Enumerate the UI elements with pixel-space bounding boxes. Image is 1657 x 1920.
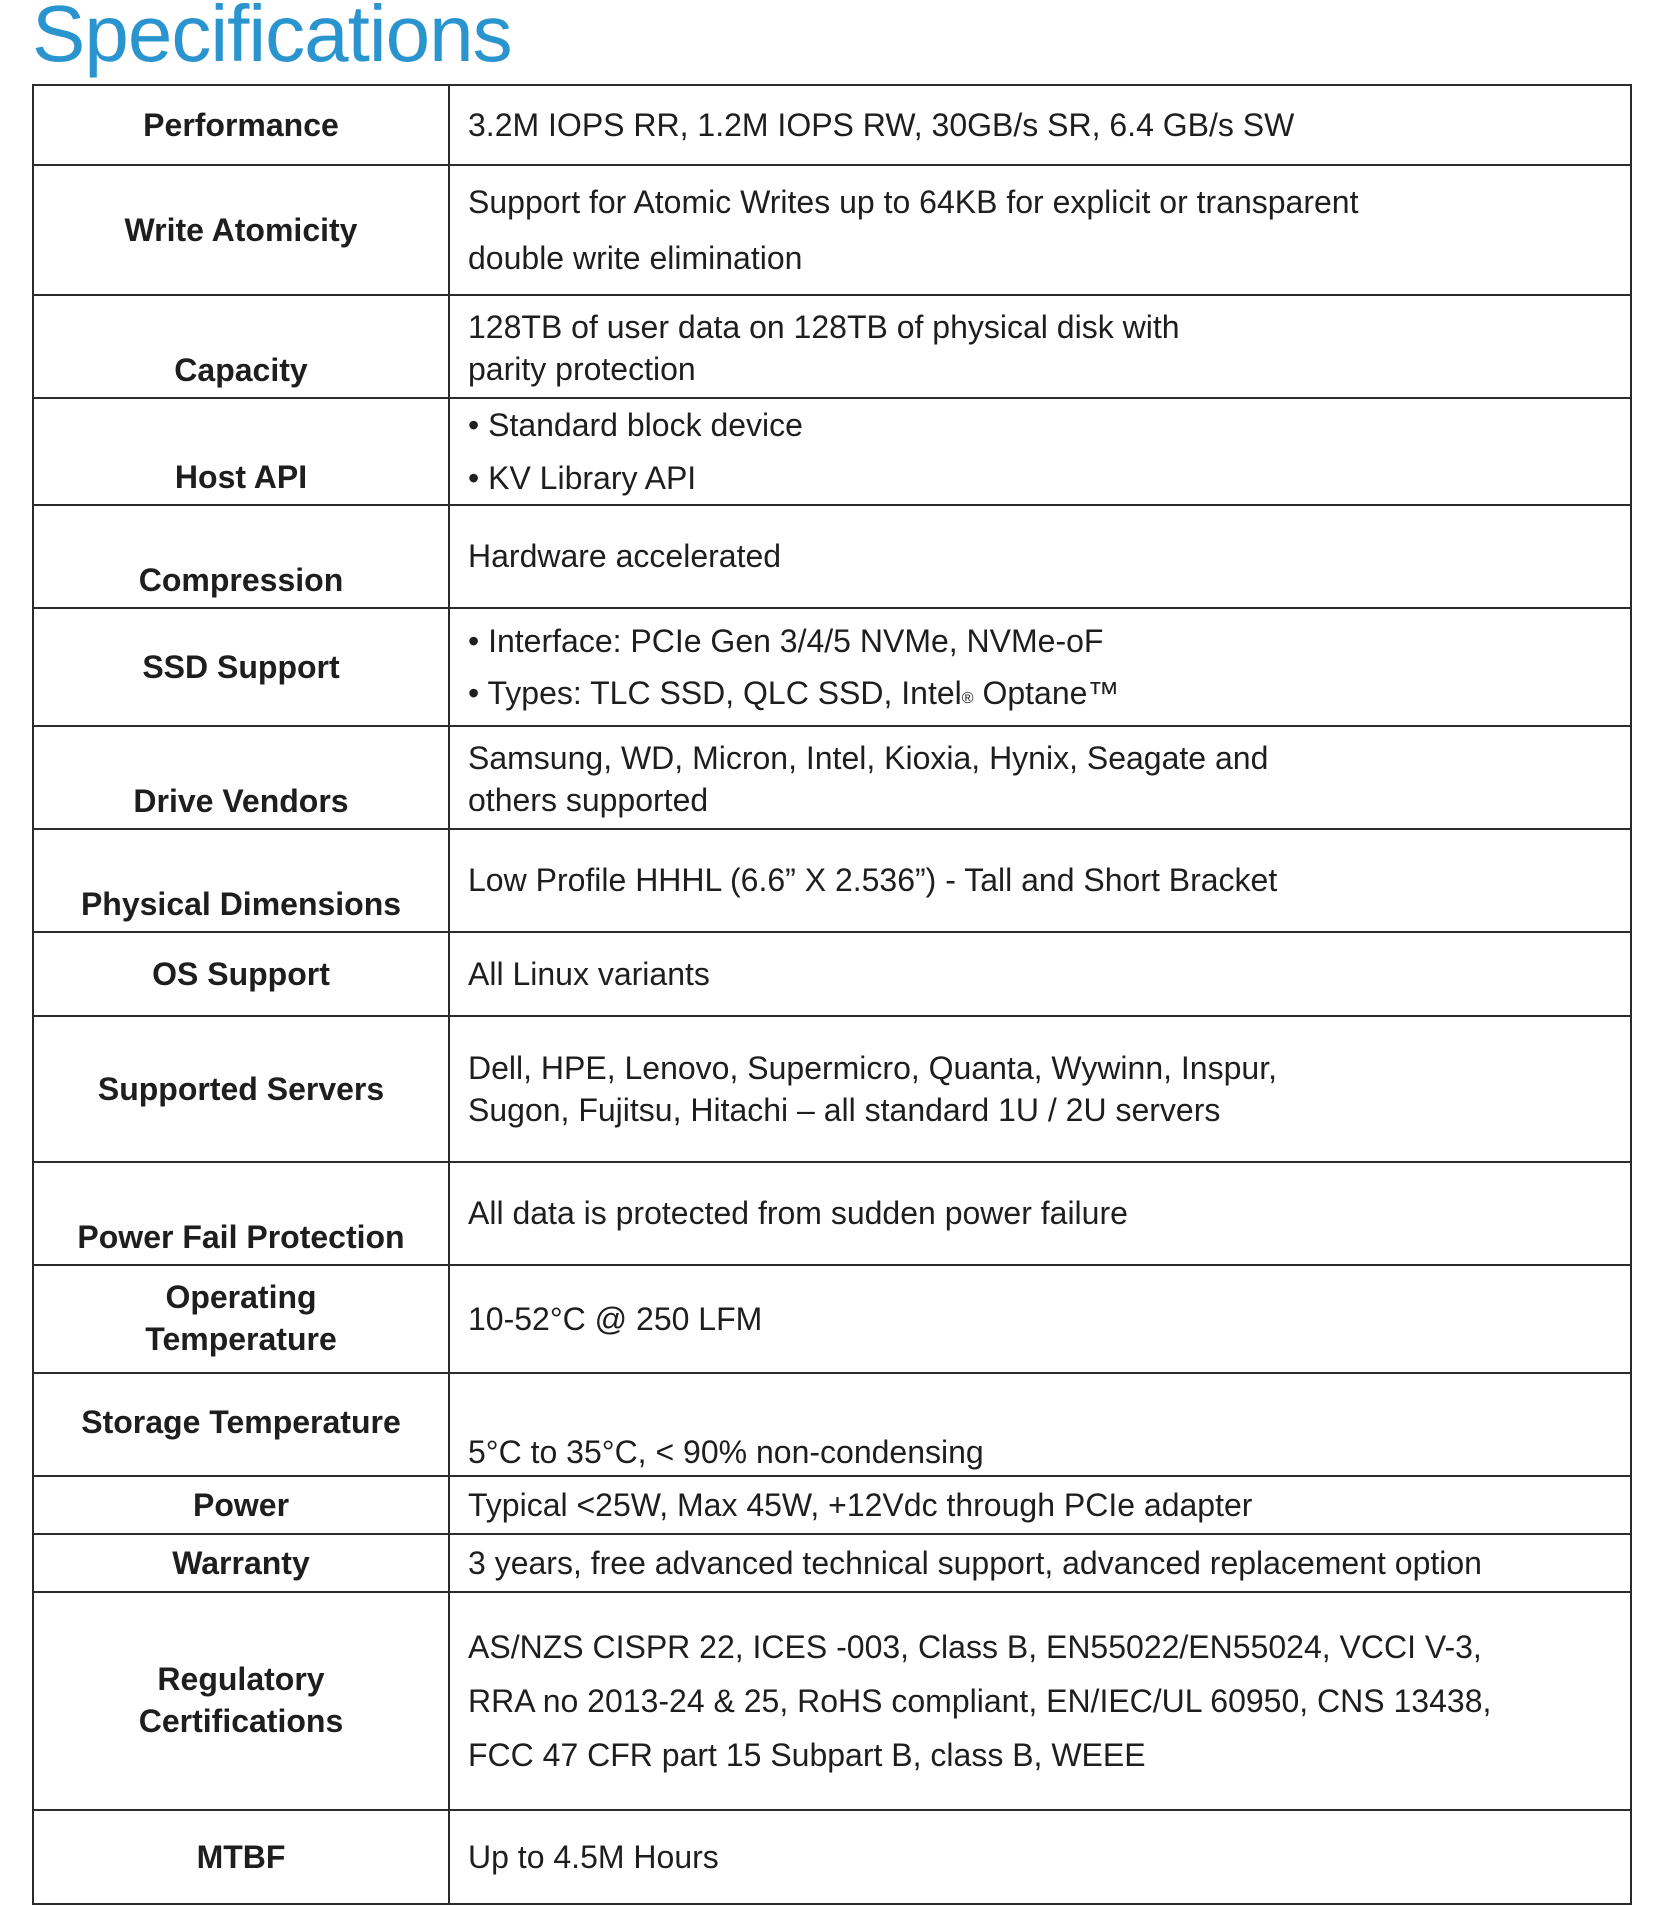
spec-value — [449, 165, 1631, 295]
spec-value — [449, 1373, 1631, 1476]
spec-value-line: RRA no 2013-24 & 25, RoHS compliant, EN/IEC/UL 60950, CNS 13438, — [468, 1682, 1492, 1719]
table-row — [33, 1016, 1631, 1162]
spec-value-line: • KV Library API — [468, 459, 697, 496]
table-row — [33, 1810, 1631, 1904]
table-row — [33, 829, 1631, 932]
spec-value-text: • Types: TLC SSD, QLC SSD, Intel — [468, 675, 962, 711]
table-row — [33, 1373, 1631, 1476]
registered-mark: ® — [961, 690, 974, 708]
spec-label: Power Fail Protection — [33, 1162, 449, 1265]
spec-label: MTBF — [33, 1810, 449, 1904]
spec-label: Power — [33, 1476, 449, 1534]
table-row — [33, 398, 1631, 505]
spec-value-line: parity protection — [468, 351, 696, 388]
spec-label: Drive Vendors — [33, 726, 449, 829]
spec-value — [449, 85, 1631, 165]
spec-label: Host API — [33, 398, 449, 505]
spec-label: Storage Temperature — [33, 1373, 449, 1476]
table-row — [33, 932, 1631, 1016]
spec-label: Capacity — [33, 295, 449, 398]
spec-value-line: AS/NZS CISPR 22, ICES -003, Class B, EN55022/EN55024, VCCI V-3, — [468, 1628, 1482, 1665]
spec-value-line: All data is protected from sudden power failure — [468, 1195, 1128, 1232]
spec-value-line: Up to 4.5M Hours — [468, 1838, 719, 1875]
spec-value — [449, 1016, 1631, 1162]
spec-value-line: Sugon, Fujitsu, Hitachi – all standard 1U / 2U servers — [468, 1092, 1221, 1128]
spec-value — [449, 829, 1631, 932]
spec-label: SSD Support — [33, 608, 449, 726]
spec-value-line: Support for Atomic Writes up to 64KB for explicit or transparent — [468, 183, 1359, 220]
table-row — [33, 1534, 1631, 1592]
spec-value-line: Typical <25W, Max 45W, +12Vdc through PCIe adapter — [468, 1486, 1253, 1523]
table-row — [33, 505, 1631, 608]
spec-value-line: others supported — [468, 782, 709, 819]
spec-label-line: Temperature — [145, 1321, 337, 1357]
spec-value — [449, 608, 1631, 726]
table-row — [33, 726, 1631, 829]
table-row — [33, 295, 1631, 398]
spec-value — [449, 1265, 1631, 1373]
page-title: Specifications — [32, 0, 512, 78]
table-row — [33, 1162, 1631, 1265]
spec-value — [449, 726, 1631, 829]
spec-label: Performance — [33, 85, 449, 165]
spec-value-line: 10-52°C @ 250 LFM — [468, 1300, 763, 1337]
spec-label: Compression — [33, 505, 449, 608]
table-row — [33, 608, 1631, 726]
spec-value — [449, 1476, 1631, 1534]
spec-label — [33, 1592, 449, 1810]
table-row — [33, 165, 1631, 295]
spec-value-line: • Standard block device — [468, 407, 803, 444]
spec-value-line: Dell, HPE, Lenovo, Supermicro, Quanta, Wywinn, Inspur, — [468, 1049, 1277, 1086]
spec-value — [449, 295, 1631, 398]
spec-value — [449, 398, 1631, 505]
spec-value-line: All Linux variants — [468, 955, 710, 992]
spec-label: Supported Servers — [33, 1016, 449, 1162]
spec-value — [449, 1534, 1631, 1592]
spec-value-line: FCC 47 CFR part 15 Subpart B, class B, WEEE — [468, 1737, 1146, 1774]
spec-value-line: Low Profile HHHL (6.6” X 2.536”) - Tall and Short Bracket — [468, 862, 1278, 899]
spec-value-line: 128TB of user data on 128TB of physical disk with — [468, 309, 1180, 345]
table-row — [33, 85, 1631, 165]
spec-label — [33, 1265, 449, 1373]
spec-label-line: Regulatory — [157, 1661, 325, 1698]
specifications-table — [32, 84, 1632, 1905]
spec-value — [449, 1810, 1631, 1904]
spec-value-line: 3.2M IOPS RR, 1.2M IOPS RW, 30GB/s SR, 6.4 GB/s SW — [468, 106, 1295, 143]
spec-value-line: • Interface: PCIe Gen 3/4/5 NVMe, NVMe-oF — [468, 622, 1104, 659]
table-row — [33, 1592, 1631, 1810]
table-row — [33, 1265, 1631, 1373]
spec-label: OS Support — [33, 932, 449, 1016]
spec-label: Warranty — [33, 1534, 449, 1592]
spec-value-line: Hardware accelerated — [468, 538, 782, 575]
spec-value — [449, 1592, 1631, 1810]
spec-value — [449, 505, 1631, 608]
spec-value-line: 3 years, free advanced technical support, advanced replacement option — [468, 1544, 1482, 1581]
spec-value-line: Samsung, WD, Micron, Intel, Kioxia, Hynix, Seagate and — [468, 740, 1269, 776]
spec-value — [449, 932, 1631, 1016]
spec-value-line: double write elimination — [468, 240, 803, 276]
spec-label-line: Certifications — [138, 1703, 344, 1739]
spec-value-line: 5°C to 35°C, < 90% non-condensing — [468, 1433, 984, 1470]
spec-value-line — [468, 672, 1612, 714]
spec-value-text: Optane™ — [973, 675, 1120, 711]
spec-label: Write Atomicity — [33, 165, 449, 295]
table-row — [33, 1476, 1631, 1534]
spec-label: Physical Dimensions — [33, 829, 449, 932]
spec-value — [449, 1162, 1631, 1265]
spec-label-line: Operating — [165, 1279, 317, 1316]
